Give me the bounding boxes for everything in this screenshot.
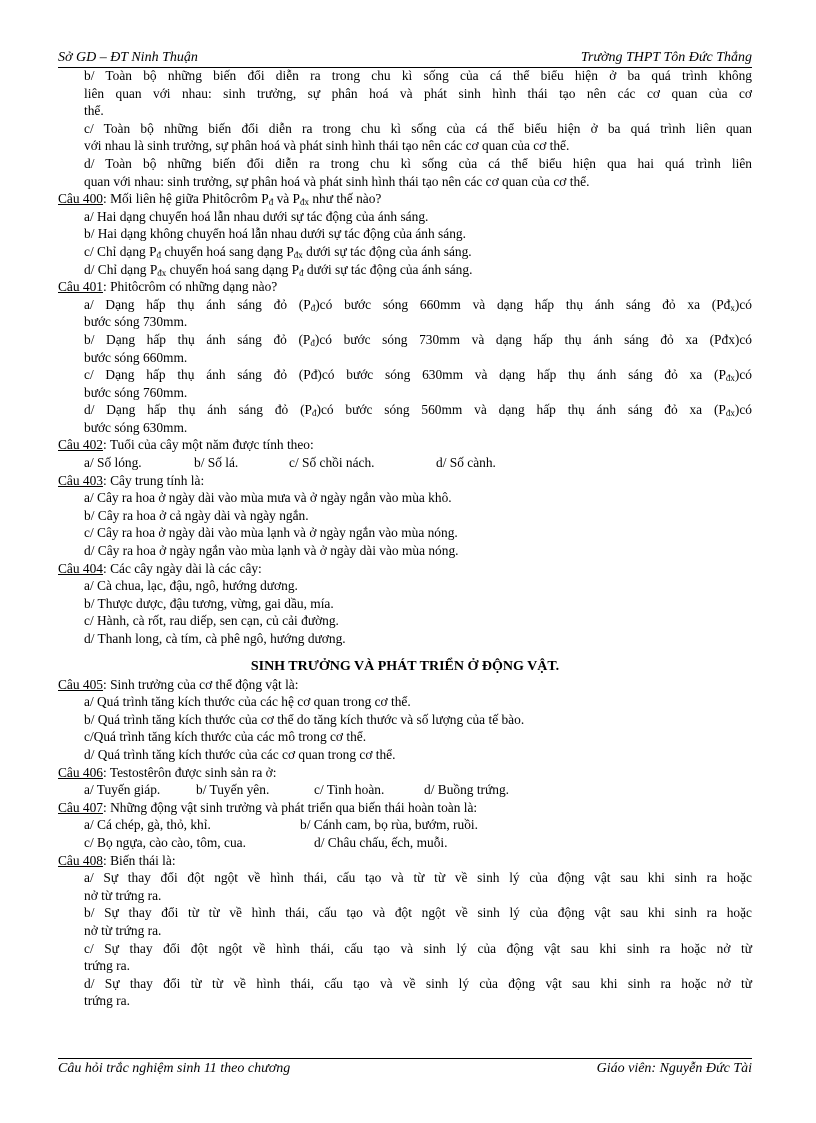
- question-label: Câu 405: [58, 676, 104, 692]
- option-b-line-2: liên quan với nhau: sinh trưởng, sự phân hoá và phát sinh hình thái tạo nên các cơ quan của cơ: [84, 85, 752, 101]
- option-d: d/ Chỉ dạng $P_{đx}$ chuyển hoá sang dạng $P_đ$ dưới sự tác động của ánh sáng.: [84, 261, 473, 278]
- option-d: d/ Số cành.: [436, 455, 496, 471]
- header-left: Sở GD – ĐT Ninh Thuận: [58, 50, 198, 65]
- option-a: a/ Cà chua, lạc, đậu, ngô, hướng dương.: [84, 578, 298, 594]
- option-d: d/ Quá trình tăng kích thước của các cơ quan trong cơ thể.: [84, 746, 396, 762]
- option-b: b/ Số lá.: [194, 455, 239, 471]
- section-title: SINH TRƯỞNG VÀ PHÁT TRIỂN Ở ĐỘNG VẬT.: [250, 658, 560, 674]
- option-d: d/ Châu chấu, ếch, muỗi.: [314, 834, 448, 850]
- option-c: c/ Tinh hoàn.: [314, 782, 385, 798]
- option-a: a/ Hai dạng chuyển hoá lẫn nhau dưới sự tác động của ánh sáng.: [84, 208, 429, 224]
- question-400: [58, 190, 752, 278]
- question-stem: Câu 401: Phitôcrôm có những dạng nào?: [58, 279, 278, 295]
- option-a: a/ Tuyến giáp.: [84, 782, 161, 798]
- option-c: c/ Cây ra hoa ở ngày dài vào mùa lạnh và ở ngày ngắn vào mùa nóng.: [84, 525, 458, 541]
- option-b: b/ Tuyến yên.: [196, 782, 270, 798]
- option-d-line-1: d/ Toàn bộ những biến đổi diễn ra trong chu kì sống của cá thể biểu hiện qua hai quá trình liên: [84, 155, 752, 171]
- option-c: c/ Bọ ngựa, cào cào, tôm, cua.: [84, 834, 246, 850]
- option-b-line-1: b/ Toàn bộ những biến đổi diễn ra trong chu kì sống của cá thể biểu hiện ở ba quá trình không: [84, 68, 752, 83]
- options-row-2: [58, 834, 752, 852]
- option-c: c/ Chỉ dạng $P_đ$ chuyển hoá sang dạng $P_{đx}$ dưới sự tác động của ánh sáng.: [84, 243, 472, 260]
- option-d-line-2: trứng ra.: [84, 993, 130, 1009]
- question-label: Câu 404: [58, 560, 104, 576]
- option-a-line-1: a/ Sự thay đổi đột ngột về hình thái, cấu tạo và từ từ về sinh lý của động vật sau khi sinh ra hoặc: [84, 870, 752, 886]
- option-b-line-2: nở từ trứng ra.: [84, 922, 162, 938]
- option-d-line-1: d/ Dạng hấp thụ ánh sáng đỏ $(P_đ)có$ bước sóng 560mm và dạng hấp thụ ánh sáng đỏ xa $(P_{đx})có$: [84, 402, 752, 419]
- question-stem: Câu 405: Sinh trưởng của cơ thể động vật là:: [58, 676, 299, 692]
- option-c: c/ Hành, cà rốt, rau diếp, sen cạn, củ cải đường.: [84, 613, 339, 629]
- question-401: [58, 278, 752, 436]
- option-b-line-1: b/ Dạng hấp thụ ánh sáng đỏ $(P_đ)có$ bước sóng 730mm và dạng hấp thụ ánh sáng đỏ xa (Pđx)có: [84, 331, 752, 348]
- question-label: Câu 400: [58, 191, 104, 207]
- option-d: d/ Thanh long, cà tím, cà phê ngô, hướng dương.: [84, 631, 346, 646]
- footer-right: Giáo viên: Nguyễn Đức Tài: [596, 1061, 752, 1076]
- question-407: [58, 799, 752, 852]
- question-403: [58, 472, 752, 560]
- option-c-line-2: với nhau là sinh trưởng, sự phân hoá và phát sinh hình thái tạo nên các cơ quan của cơ thể.: [84, 138, 570, 154]
- option-b-line-1: b/ Sự thay đổi từ từ về hình thái, cấu tạo và đột ngột về sinh lý của động vật sau khi sinh ra hoặc: [84, 905, 752, 921]
- question-label: Câu 408: [58, 852, 104, 868]
- question-405: [58, 676, 752, 764]
- option-c: c/Quá trình tăng kích thước của các mô trong cơ thể.: [84, 729, 367, 745]
- question-402: [58, 436, 752, 471]
- option-b-line-3: thể.: [84, 103, 104, 119]
- question-label: Câu 406: [58, 764, 104, 780]
- option-a-line-2: nở từ trứng ra.: [84, 887, 162, 903]
- option-d: d/ Cây ra hoa ở ngày ngắn vào mùa lạnh và ở ngày dài vào mùa nóng.: [84, 543, 459, 559]
- options-row: [58, 454, 752, 472]
- question-399-continued: [58, 67, 752, 190]
- option-d-line-2: bước sóng 630mm.: [84, 419, 188, 435]
- options-row-1: [58, 816, 752, 834]
- question-stem: Câu 407: Những động vật sinh trưởng và phát triển qua biến thái hoàn toàn là:: [58, 799, 478, 815]
- question-stem: Câu 403: Cây trung tính là:: [58, 472, 205, 488]
- question-stem: Câu 402: Tuổi của cây một năm được tính theo:: [58, 437, 314, 453]
- question-stem: Câu 400: Mối liên hệ giữa Phitôcrôm $P_đ$ và $P_{đx}$ như thế nào?: [58, 191, 382, 208]
- question-label: Câu 407: [58, 799, 104, 815]
- footer-left: Câu hỏi trắc nghiệm sinh 11 theo chương: [58, 1061, 291, 1076]
- option-a-line-2: bước sóng 730mm.: [84, 314, 188, 330]
- option-a: a/ Số lóng.: [84, 455, 142, 471]
- option-a: a/ Cây ra hoa ở ngày dài vào mùa mưa và ở ngày ngắn vào mùa khô.: [84, 490, 452, 506]
- option-a: a/ Quá trình tăng kích thước của các hệ cơ quan trong cơ thể.: [84, 694, 411, 710]
- option-a-line-1: a/ Dạng hấp thụ ánh sáng đỏ $(P_đ)có$ bước sóng 660mm và dạng hấp thụ ánh sáng đỏ xa $(Pđ_x)có$: [84, 296, 752, 313]
- option-c-line-2: bước sóng 760mm.: [84, 384, 188, 400]
- question-406: [58, 764, 752, 799]
- option-c-line-1: c/ Dạng hấp thụ ánh sáng đỏ (Pđ)có bước sóng 630mm và dạng hấp thụ ánh sáng đỏ xa $(P_{đx})có$: [84, 367, 752, 384]
- question-label: Câu 401: [58, 279, 104, 295]
- option-b: b/ Cây ra hoa ở cả ngày dài và ngày ngắn.: [84, 507, 309, 523]
- option-b: b/ Cánh cam, bọ rùa, bướm, ruồi.: [300, 817, 478, 833]
- option-c-line-2: trứng ra.: [84, 958, 130, 974]
- option-b-line-2: bước sóng 660mm.: [84, 349, 188, 365]
- question-stem: Câu 404: Các cây ngày dài là các cây:: [58, 560, 262, 576]
- option-d-line-2: quan với nhau: sinh trưởng, sự phân hoá và phát sinh hình thái tạo nên các cơ quan của cơ thể.: [84, 173, 590, 189]
- question-408: [58, 852, 752, 1010]
- option-d-line-1: d/ Sự thay đổi từ từ về hình thái, cấu tạo và về sinh lý của động vật sau khi sinh ra hoặc nở từ: [84, 975, 752, 991]
- header-right: Trường THPT Tôn Đức Thắng: [580, 50, 752, 65]
- options-row: [58, 781, 752, 799]
- option-c: c/ Số chồi nách.: [289, 455, 375, 471]
- question-stem: Câu 406: Testostêrôn được sinh sản ra ở:: [58, 764, 277, 780]
- question-404: [58, 560, 752, 648]
- option-c-line-1: c/ Sự thay đổi đột ngột về hình thái, cấu tạo và sinh lý của động vật sau khi sinh ra hoặc nở từ: [84, 940, 752, 956]
- page-header: [58, 50, 752, 68]
- option-b: b/ Thược dược, đậu tương, vừng, gai dầu, mía.: [84, 595, 334, 611]
- page-footer: [58, 1058, 752, 1077]
- question-label: Câu 403: [58, 472, 104, 488]
- page-content: [58, 67, 752, 1010]
- option-c-line-1: c/ Toàn bộ những biến đổi diễn ra trong chu kì sống của cá thể biểu hiện ở ba quá trình liên quan: [84, 120, 752, 136]
- option-d: d/ Buồng trứng.: [424, 782, 509, 798]
- option-b: b/ Hai dạng không chuyển hoá lẫn nhau dưới sự tác động của ánh sáng.: [84, 226, 466, 242]
- question-stem: Câu 408: Biến thái là:: [58, 852, 176, 868]
- question-label: Câu 402: [58, 437, 104, 453]
- option-a: a/ Cá chép, gà, thỏ, khỉ.: [84, 817, 211, 833]
- option-b: b/ Quá trình tăng kích thước của cơ thể do tăng kích thước và số lượng của tế bào.: [84, 711, 525, 727]
